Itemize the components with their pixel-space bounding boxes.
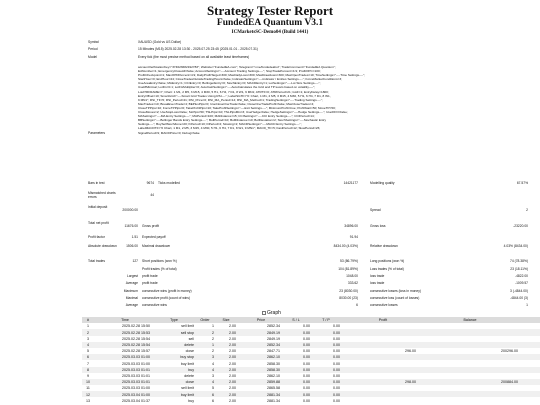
parameters-line: EANumber=1; EmergencyCloseAll=false; AccountSettings="----Account Trading Settings----"; StopTradePercent=4.9; ProfitOPC=100; [138,69,321,74]
table-cell: sell limit [181,324,194,329]
largest-loss-label: loss trade [370,274,385,278]
table-cell: 2852.34 [267,343,280,348]
stat-value: 8030.00 (23) [339,296,358,300]
table-cell: 8 [87,367,89,372]
ticks-label: Ticks modelled [158,181,180,185]
average-profit-label: profit trade [142,281,158,285]
table-cell: 7 [87,361,89,366]
model-value: Every tick (the most precise method based on all available least timeframes) [138,55,250,59]
table-cell: 1 [212,324,214,329]
broken-image-icon [262,311,266,315]
column-header: Profit [378,318,388,323]
table-cell: 2.00 [229,373,236,378]
gross-profit-value: 34896.00 [344,224,358,228]
bars-label: Bars in test [88,181,105,185]
table-cell: 2 [87,330,89,335]
table-cell: 2.00 [229,336,236,341]
table-cell: 2025.03.03 01:01 [122,380,150,385]
parameters-line: MaxTrades=10; BreakEvenTrade=4; BEPlusPips=0; UseCloseOneTrade=false; CloseOneTradeProfit=false; MaxCloseTrades=4; [138,101,315,106]
table-cell: 2.00 [229,392,236,397]
table-cell: 2.00 [229,386,236,391]
column-header: Size [222,318,230,323]
table-cell: 2025.03.04 01:37 [122,398,150,403]
loss-trades-label: Loss trades (% of total) [370,267,404,271]
table-cell: 5 [212,386,214,391]
graph-link[interactable] [262,310,281,316]
table-cell: 0.00 [303,398,310,403]
table-cell: 0.00 [303,392,310,397]
table-cell: buy [188,367,194,372]
profit-factor-label: Profit factor [88,235,105,239]
table-cell: 6 [87,355,89,360]
table-cell: 2025.03.03 01:00 [122,361,150,366]
parameters-line: LabelMACDTF="0 Chart, 1 M1, 2 M5, 3 M15, 4 M30, 5 H1, 6 H4, 7 D1, 8 W1, 9 MN1"; MACD_TF=5; FastPeriod=12; SlowPeriod=26; [138,126,321,131]
table-cell: 2025.02.28 15:57 [122,349,150,354]
table-cell: 4 [212,367,214,372]
trades-table [82,317,540,404]
net-profit-value: 11676.00 [124,224,138,228]
table-cell: 200296.00 [501,349,518,354]
table-cell: 10 [86,380,90,385]
average-label: Average [125,281,138,285]
table-cell: close [185,380,194,385]
stat-group-label: Average [125,303,138,307]
deposit-label: Initial deposit [88,205,108,209]
column-header: Order [200,318,210,323]
parameters-line: LotATRFRAME=7; Chart: 1 M1, 2 M5, 3 M15, 4 M30, 5 H1, 6 H4, 7 D1, 8 W1, 9 MN1; ATRTF=0; ATRPeriod=21; GAF=1; EntryDelay=1800; [138,89,329,94]
largest-loss-value: -4822.00 [514,274,528,278]
table-cell: 3 [212,355,214,360]
table-cell: 2.00 [229,324,236,329]
long-positions-value: 74 (78.38%) [510,259,528,263]
table-cell: 2025.02.28 15:50 [122,324,150,329]
table-cell: 2.00 [229,349,236,354]
parameters-line: UseAreaEntry=false; MAEntry=1; CCIEntry=0; BollingerEntry=0; StochEntry=0; MACDEntry=1; LotSettings="----Lot Size Settings----"; [138,81,321,86]
parameters-line: CloseTPPips=10; ForceTPPips=0; TakeProfitPips=10; TakeProfitSettings="----Exit Settings----"; MinimumProfit=true; ProfitStart=50; MoveTP=50; [138,105,336,110]
table-cell: 0.00 [333,392,340,397]
parameters-line: 9 MN1"; RSI_TF=5; RSI_Period=21; RSI_Price=0; RSI_MA_Period=14; RSI_MA_Method=1; TradingSettings="----Trading Settings----"; [138,97,323,102]
table-cell: 2.00 [229,343,236,348]
parameters-line: CloseMoves=2; UseStopLoss=false; SLPips=50; TSLPips=10; TSLPipsMin=3; UseHedge=false; HedgeSettings="----Hedge Settings----"; UseFIFO=false; [138,110,348,115]
table-cell: 0.00 [333,336,340,341]
column-header: Balance [463,318,477,323]
parameters-line: UseMMinimal; LotFix=0.1; LotFixMultiplier=0; AutoCalcSettings="----AutoCalculates the Grid and TP levels based on volatility----"; [138,85,316,90]
stat-label: consecutive wins [142,303,167,307]
table-cell: 2.00 [229,355,236,360]
table-cell: 2862.10 [267,373,280,378]
quality-value: 67.57% [516,181,528,185]
table-cell: buy stop [180,355,194,360]
table-cell: 0.00 [333,361,340,366]
largest-profit-value: 1048.00 [346,274,358,278]
total-trades-label: Total trades [88,259,106,263]
table-cell: 298.00 [405,380,416,385]
table-cell: 1 [87,324,89,329]
table-cell: 13 [86,398,90,403]
table-cell: 5 [87,349,89,354]
maximal-dd-value: 8434.00 (4.03%) [333,244,358,248]
table-cell: 2865.58 [267,386,280,391]
server-name: ICMarketsSC-Demo04 (Build 1441) [231,30,309,35]
table-cell: 0.00 [333,355,340,360]
parameters-line: accountVerificationKey="374623682192783"; Website="FundedEA.com"; Telegram="t.me/fundedeabot"; TradeComment="FundedEA Quantum"; [138,65,336,69]
table-cell: 0.00 [303,336,310,341]
parameters-line: Settings----"; BuySellStochZone=20; KPeriod=10; DPeriod=2; Slowing=2; MACDSettings="----MACD Entry Settings----"; [138,122,302,127]
long-positions-label: Long positions (won %) [370,259,405,263]
table-cell: 2025.03.03 01:01 [122,373,150,378]
short-positions-value: 53 (86.79%) [340,259,358,263]
table-cell: buy limit [180,361,194,366]
table-cell: 0.00 [303,324,310,329]
table-cell: 6 [212,392,214,397]
parameters-line: ProfitCheckpoint=1; MaxOPDPercent=4.9; DailyProfitTarget=300; MaxDailyLoss=300; MaxDrawdown=300; MaxOpenTrades=10; TimeSettings="----Time Settings----"; [138,73,366,78]
table-cell: buy [188,398,194,403]
short-positions-label: Short positions (won %) [142,259,177,263]
mismatch-label: Mismatched charts errors [88,191,116,200]
loss-trades-value: 23 (18.11%) [510,267,528,271]
report-title: Strategy Tester Report [206,3,334,18]
table-cell: 2849.19 [267,330,280,335]
stat-value: 23 (8030.00) [339,289,358,293]
largest-profit-label: profit trade [142,274,158,278]
ticks-value: 14421177 [343,181,358,185]
deposit-value: 200000.00 [122,208,138,212]
table-cell: 2025.02.28 15:53 [122,330,150,335]
table-cell: sell [188,336,194,341]
table-cell: 9 [87,373,89,378]
table-cell: 2 [212,336,214,341]
period-label: Period [88,47,98,51]
table-cell: 0.00 [333,386,340,391]
table-cell: 2025.03.04 01:00 [122,392,150,397]
table-cell: 2 [212,330,214,335]
parameters-label: Parameters [88,131,106,135]
table-cell: 0.00 [303,330,310,335]
relative-dd-label: Relative drawdown [370,244,398,248]
table-cell: 4 [87,343,89,348]
table-cell: 2.00 [229,330,236,335]
absolute-dd-label: Absolute drawdown [88,244,117,248]
table-cell: 2.00 [229,398,236,403]
average-profit-value: 333.62 [347,281,358,285]
table-cell: 4 [212,361,214,366]
report-header [0,3,540,36]
column-header: T / P [322,318,330,323]
column-header: Price [256,318,266,323]
stat-value: 3 (-4844.00) [510,289,528,293]
table-cell: 2025.03.03 01:00 [122,355,150,360]
table-cell: delete [184,373,194,378]
largest-label: Largest [127,274,138,278]
column-header: Type [170,318,178,323]
table-row [82,397,540,403]
stat-label: consecutive profit (count of wins) [142,296,191,300]
gross-profit-label: Gross profit [142,224,160,228]
table-cell: 0.00 [333,349,340,354]
table-cell: 0.00 [333,330,340,335]
profit-trades-label: Profit trades (% of total) [142,267,177,271]
table-cell: sell stop [180,330,194,335]
table-cell: 0.00 [333,398,340,403]
stat-value: -4844.00 (3) [510,296,528,300]
expert-name: FundedEA Quantum V3.1 [216,18,324,28]
table-cell: 0.00 [333,324,340,329]
table-cell: 2.00 [229,367,236,372]
table-cell: 2858.30 [267,361,280,366]
table-cell: 0.00 [333,380,340,385]
average-loss-label: loss trade [370,281,385,285]
graph-label: Graph [267,310,281,316]
maximal-dd-label: Maximal drawdown [142,244,171,248]
table-cell: 11 [86,386,90,391]
table-cell: 6 [212,398,214,403]
table-cell: 0.00 [303,343,310,348]
table-cell: 0.00 [303,367,310,372]
absolute-dd-value: 1506.00 [126,244,138,248]
stat-value: 1 [526,303,528,307]
table-cell: 3 [212,373,214,378]
table-cell: 12 [86,392,90,397]
table-cell: 0.00 [303,361,310,366]
stat-label: consecutive losses (loss in money) [370,289,421,293]
table-cell: 0.00 [333,373,340,378]
table-cell: 1 [212,343,214,348]
table-cell: 2025.03.03 01:01 [122,367,150,372]
table-cell: 0.00 [303,380,310,385]
table-cell: 4 [212,380,214,385]
table-cell: sell limit [181,386,194,391]
table-cell: 2.00 [229,380,236,385]
stat-label: consecutive wins (profit in money) [142,289,192,293]
expected-payoff-value: 91.94 [349,235,358,239]
profit-factor-value: 1.51 [131,235,138,239]
table-cell: 3 [87,336,89,341]
quality-label: Modelling quality [370,181,395,185]
table-cell: 2025.02.28 15:54 [122,343,150,348]
parameters-text [138,65,540,135]
parameters-line: StartHour=0; EndHour=24; CloseTradesOutsideTradingHours=false; IndicatorSettings="----Indicator / Entries Settings----"; ForceMarketConditions=3; [138,77,342,82]
parameters-line: MASettings="----MA Entry Settings----"; MAPeriod=100; MADistance=15; CCISettings="----CCI Entry Settings----"; CCIPeriod=14; [138,114,315,119]
table-cell: 296.00 [405,349,416,354]
table-cell: 2847.71 [267,349,280,354]
stat-label: consecutive loss (count of losses) [370,296,420,300]
column-header: S / L [292,318,300,323]
symbol-label: Symbol [88,40,99,44]
table-cell: 2025.03.03 01:00 [122,386,150,391]
table-cell: 2025.02.28 15:54 [122,336,150,341]
table-cell: 2852.34 [267,324,280,329]
table-cell: 2849.19 [267,336,280,341]
spread-value: 2 [526,208,528,212]
period-value: 15 Minutes (M15) 2025.02.28 13:30 - 2025.07.25 23:45 (2025.01.01 - 2025.07.31) [138,47,258,51]
table-cell: 2.00 [229,361,236,366]
mismatch-value: 44 [150,193,154,197]
table-cell: 0.00 [303,373,310,378]
table-cell: buy limit [180,392,194,397]
symbol-value: XAUUSD (Gold vs US Dollar) [138,40,182,44]
net-profit-label: Total net profit [88,221,109,225]
gross-loss-value: -23220.00 [513,224,528,228]
stat-group-label: Maximal [125,296,138,300]
column-header: Time [121,318,129,323]
stat-label: consecutive losses [370,303,398,307]
total-trades-value: 127 [132,259,138,263]
parameters-line: SignalPeriod=9; MACDPrice=0; Debug=false [138,130,200,135]
table-cell: close [185,349,194,354]
table-cell: 200884.00 [501,380,518,385]
table-cell: 2859.88 [267,380,280,385]
table-cell: 0.00 [303,355,310,360]
spread-label: Spread [370,208,381,212]
table-cell: 2 [212,349,214,354]
stat-value: 6 [356,303,358,307]
table-cell: 0.00 [303,349,310,354]
model-label: Model [88,55,97,59]
average-loss-value: -1009.57 [514,281,528,285]
table-cell: delete [184,343,194,348]
expected-payoff-label: Expected payoff [142,235,166,239]
table-cell: 2858.30 [267,367,280,372]
relative-dd-value: 4.03% (8434.00) [503,244,528,248]
table-cell: 2881.34 [267,392,280,397]
table-cell: 0.00 [303,386,310,391]
table-cell: 2862.10 [267,355,280,360]
stat-group-label: Maximum [123,289,138,293]
parameters-line: BBSettings="----Bollinger Bands Entry Settings----"; BollPeriod=10; BollDistance=10; BollDeviation=2; StochSettings="----Stochastic Entry [138,118,327,123]
table-cell: 0.00 [333,343,340,348]
bars-value: 9674 [146,181,154,185]
table-cell: 2881.34 [267,398,280,403]
column-header: # [87,318,89,323]
table-body [82,323,540,403]
parameters-line: EntryOffset=10; SmartGrid="----Smart Grid Trades Using RSI----"; LabelSGTF="0: Chart, 1 M1, 2 M5, 3 M15, 4 M30, 5 H1, 6 H4, 7 D1, 8 W1, [138,93,331,98]
gross-loss-label: Gross loss [370,224,386,228]
profit-trades-value: 104 (81.89%) [338,267,358,271]
table-cell: 0.00 [333,367,340,372]
